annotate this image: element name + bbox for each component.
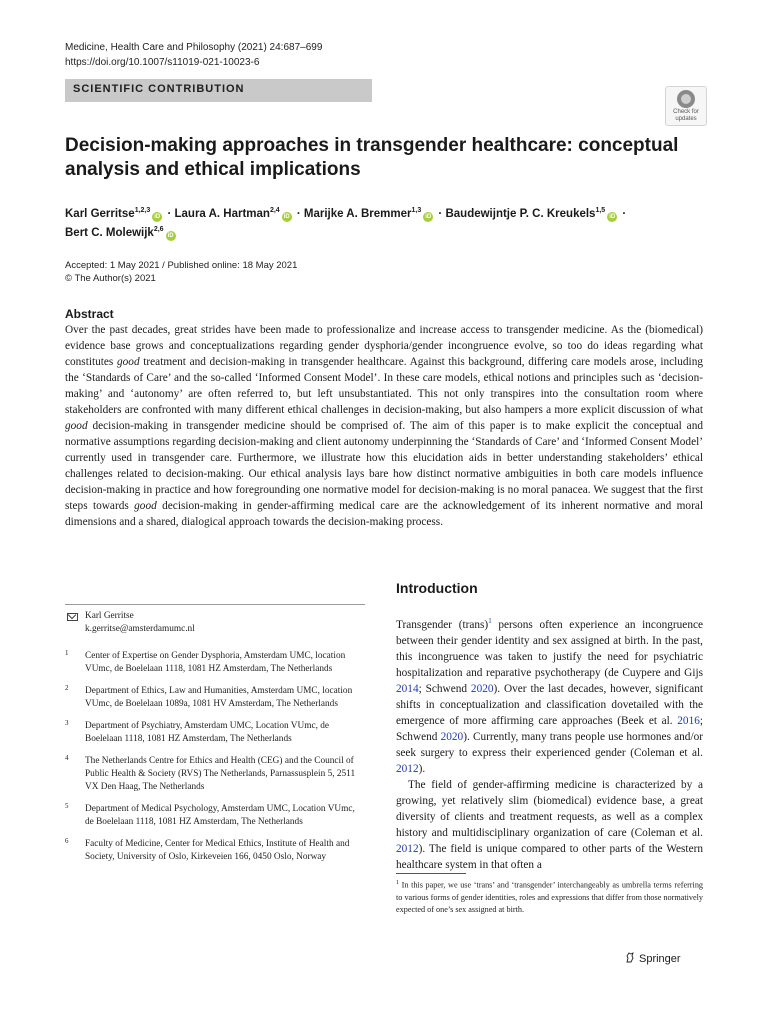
springer-horse-icon — [625, 952, 635, 963]
citation-link[interactable]: 2014 — [396, 682, 419, 695]
affiliation-divider — [65, 604, 365, 605]
section-label: SCIENTIFIC CONTRIBUTION — [73, 83, 245, 95]
corresponding-name: Karl Gerritse — [85, 611, 134, 621]
orcid-icon[interactable]: iD — [609, 213, 616, 220]
author-list: Karl Gerritse$^{1,2,3}$iD · Laura A. Hartman$^{2,4}$iD · Marijke A. Bremmer$^{1,3}$iD · Baudewijntje P. C. Kreukels$^{1,5}$iD · Bert C. Molewijk$^{2,6}$iD — [65, 207, 627, 239]
paper-title: Decision-making approaches in transgender healthcare: conceptual analysis and ethical implications — [65, 135, 679, 180]
orcid-icon[interactable]: iD — [283, 213, 290, 220]
abstract-heading: Abstract — [65, 307, 114, 321]
copyright-notice: © The Author(s) 2021 — [65, 273, 156, 284]
author-name[interactable]: Karl Gerritse — [65, 207, 135, 220]
affiliation-item: 3 Department of Psychiatry, Amsterdam UMC, Location VUmc, de Boelelaan 1118, 1081 HZ Amsterdam, The Netherlands — [65, 719, 329, 744]
footnote: $^1$ In this paper, we use ‘trans’ and ‘transgender’ interchangeably as umbrella terms referring to various forms of gender identities, roles and expressions that differ from those normatively expected of one’s sex assigned at birth. — [396, 880, 704, 914]
introduction-heading: Introduction — [396, 580, 478, 596]
corresponding-email[interactable]: k.gerritse@amsterdamumc.nl — [85, 624, 195, 634]
citation-link[interactable]: 2020 — [440, 730, 464, 743]
citation-link[interactable]: 2012 — [396, 762, 419, 775]
check-updates-icon — [677, 90, 695, 108]
affiliation-item: 5 Department of Medical Psychology, Amsterdam UMC, Location VUmc, de Boelelaan 1118, 1081 HZ Amsterdam, The Netherlands — [65, 802, 355, 827]
citation-link[interactable]: 2020 — [470, 682, 494, 695]
footnote-divider — [396, 873, 466, 874]
author-name[interactable]: Laura A. Hartman — [174, 207, 270, 220]
orcid-icon[interactable]: iD — [167, 232, 174, 239]
publisher-logo — [625, 952, 681, 965]
author-name[interactable]: Bert C. Molewijk — [65, 226, 154, 239]
author-name[interactable]: Baudewijntje P. C. Kreukels — [445, 207, 596, 220]
affiliation-item: 2 Department of Ethics, Law and Humanities, Amsterdam UMC, location VUmc, de Boelelaan 1089a, 1081 HV Amsterdam, The Netherlands — [65, 684, 353, 709]
author-name[interactable]: Marijke A. Bremmer — [303, 207, 412, 220]
affiliation-item: 6 Faculty of Medicine, Center for Medical Ethics, Institute of Health and Society, University of Oslo, Kirkeveien 166, 0450 Oslo, Norway — [65, 837, 350, 862]
check-for-updates-button[interactable]: Check for updates — [665, 86, 707, 126]
orcid-icon[interactable]: iD — [154, 213, 161, 220]
introduction-text — [396, 613, 703, 873]
citation-link[interactable]: 2016 — [677, 714, 700, 727]
affiliation-item: 4 The Netherlands Centre for Ethics and Health (CEG) and the Council of Public Health & Society (RVS) The Netherlands, Parnassusplein 5, 2511 VX Den Haag, The Netherlands — [65, 754, 356, 792]
doi-link[interactable]: https://doi.org/10.1007/s11019-021-10023-6 — [65, 57, 260, 68]
journal-citation: Medicine, Health Care and Philosophy (2021) 24:687–699 — [65, 42, 323, 53]
intro-paragraph: Transgender (trans)$^1$ persons often experience an incongruence between their gender identity and sex assigned at birth. In the past, this incongruence was taken to justify the need for psychiatric hospitalization and reparative psychotherapy (de Cuypere and Gijs 2014; Schwend 2020). Over the last decades, however, significant shifts in conceptualization and classification dovetailed with the emergence of more affirming care approaches (Beek et al. 2016; Schwend 2020). Currently, many trans people use hormones and/or seek surgery to express their experienced gender (Coleman et al. 2012). — [396, 617, 703, 775]
orcid-icon[interactable]: iD — [425, 213, 432, 220]
abstract-text: Over the past decades, great strides have been made to professionalize and increase access to transgender medicine. As the (biomedical) evidence base grows and conceptualizations regarding gender dysphoria/gender incongruence evolve, so too do ideas regarding what constitutes good treatment and decision-making in transgender healthcare. Against this background, differing care models arose, including the ‘Standards of Care’ and the so-called ‘Informed Consent Model’. In these care models, ethical notions and principles such as ‘decision-making’ and ‘autonomy’ are often referred to, but left unsubstantiated. This not only transpires into the consultation room where stakeholders are confronted with many different ethical challenges in decision-making, but also hampers a more explicit discussion of what good decision-making in transgender medicine should be comprised of. The aim of this paper is to make explicit the conceptual and normative assumptions regarding decision-making and client autonomy underpinning the ‘Standards of Care’ and ‘Informed Consent Model’ currently used in transgender care. Furthermore, we illustrate how this elucidation aids in better understanding stakeholders’ ethical challenges related to decision-making. Our ethical analysis lays bare how distinct normative ambiguities in both care models influence decision-making in practice and how foregrounding one normative model for decision-making is no moral panacea. We suggest that the first steps towards good decision-making in gender-affirming medical care are the acknowledgement of its inherent normative and moral dimensions and a shared, dialogical approach towards the decision-making process. — [65, 324, 703, 528]
journal-header — [65, 40, 322, 70]
intro-paragraph: The field of gender-affirming medicine is characterized by a growing, yet relatively slim (biomedical) evidence base, a great diversity of clients and treatment requests, as well as a complex history and multidisciplinary organization of care (Coleman et al. 2012). The field is unique compared to other parts of the Western healthcare system in that often a — [396, 778, 703, 871]
affiliation-item: 1 Center of Expertise on Gender Dysphoria, Amsterdam UMC, location VUmc, de Boelelaan 1118, 1081 HZ Amsterdam, The Netherlands — [65, 649, 346, 674]
section-banner — [65, 79, 372, 102]
footnote-ref[interactable]: 1 — [488, 617, 492, 625]
affiliations — [65, 610, 365, 873]
accepted-published-date: Accepted: 1 May 2021 / Published online: 18 May 2021 — [65, 260, 298, 271]
publisher-name: Springer — [639, 953, 681, 965]
citation-link[interactable]: 2012 — [396, 842, 419, 855]
corresponding-author — [65, 610, 365, 636]
publication-dates — [65, 259, 297, 285]
mail-icon — [67, 613, 78, 621]
